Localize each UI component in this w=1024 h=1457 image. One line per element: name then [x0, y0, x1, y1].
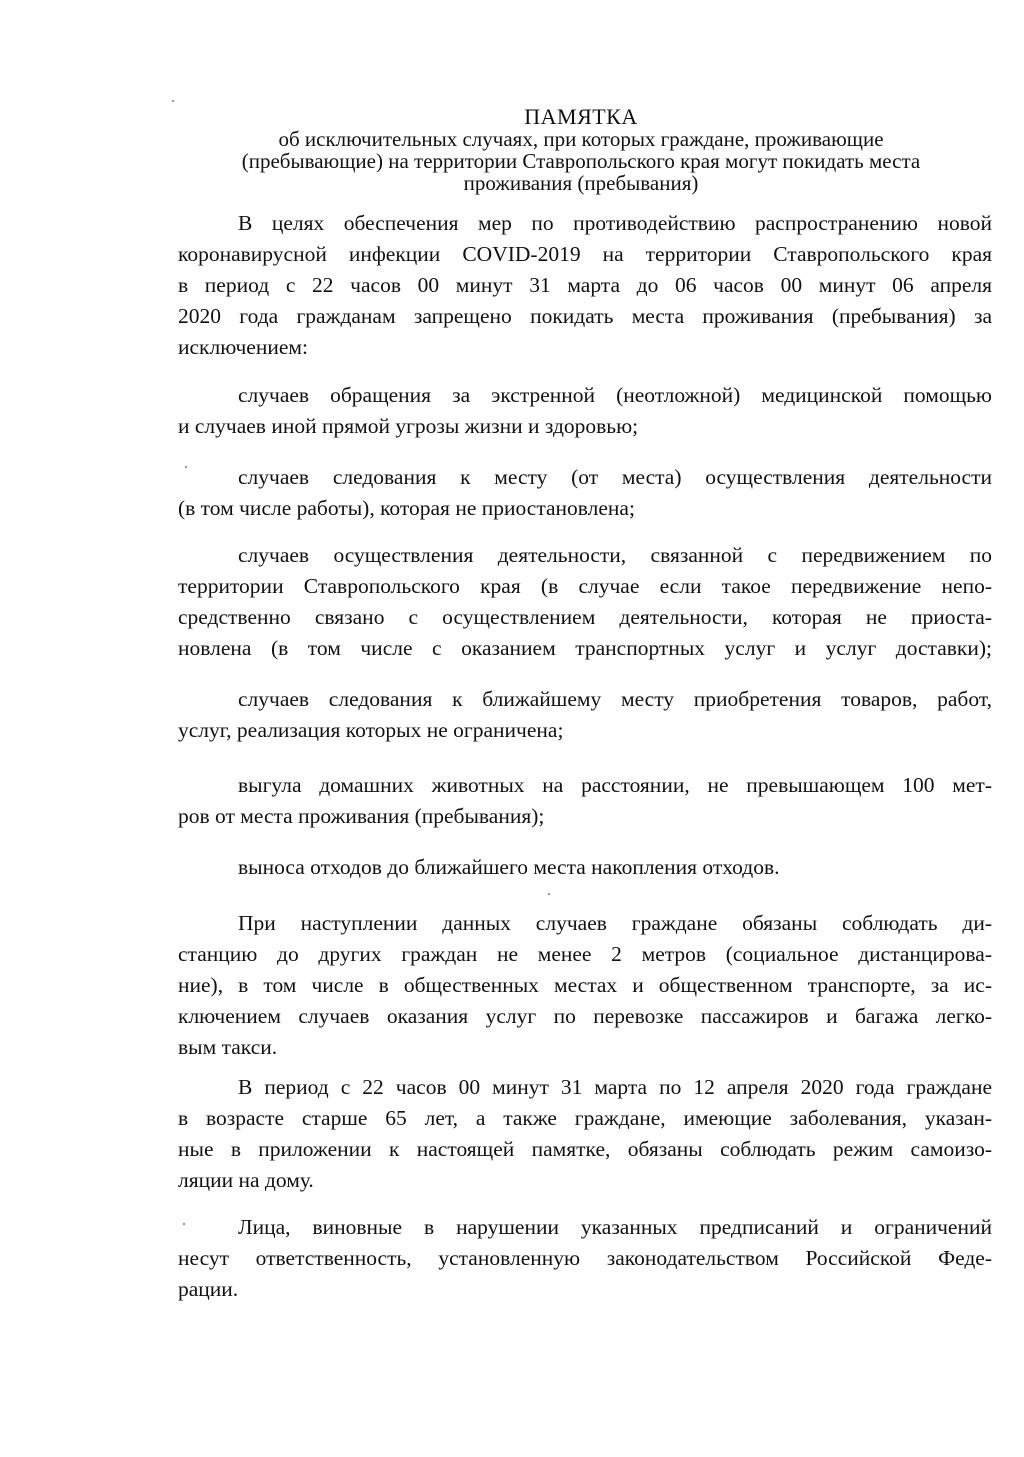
text-line: станцию до других граждан не менее 2 метров (социальное дистанцирова- [178, 942, 992, 966]
scan-speck [183, 1223, 185, 1225]
exception-item [178, 852, 992, 883]
exception-item [178, 380, 992, 442]
text-line: В период с 22 часов 00 минут 31 марта по 12 апреля 2020 года граждане [238, 1075, 992, 1099]
document-header [170, 106, 992, 194]
exception-item [178, 540, 992, 664]
text-line: В целях обеспечения мер по противодействию распространению новой [238, 211, 992, 235]
text-line: исключением: [178, 335, 308, 359]
text-line: в возрасте старше 65 лет, а также граждане, имеющие заболевания, указан- [178, 1106, 992, 1130]
text-line: ляции на дому. [178, 1168, 314, 1192]
document-subtitle-line: проживания (пребывания) [463, 171, 699, 195]
exception-item [178, 684, 992, 746]
text-line: новлена (в том числе с оказанием транспортных услуг и услуг доставки); [178, 636, 992, 660]
intro-paragraph [178, 208, 992, 363]
text-line: случаев следования к ближайшему месту приобретения товаров, работ, [238, 687, 992, 711]
text-line: выноса отходов до ближайшего места накопления отходов. [238, 855, 780, 879]
text-line: средственно связано с осуществлением деятельности, которая не приоста- [178, 605, 992, 629]
text-line: ключением случаев оказания услуг по перевозке пассажиров и багажа легко- [178, 1004, 992, 1028]
text-line: территории Ставропольского края (в случае если такое передвижение непо- [178, 574, 992, 598]
text-line: (в том числе работы), которая не приостановлена; [178, 496, 635, 520]
self-isolation-paragraph [178, 1072, 992, 1196]
text-line: услуг, реализация которых не ограничена; [178, 718, 564, 742]
text-line: коронавирусной инфекции COVID-2019 на территории Ставропольского края [178, 242, 992, 266]
text-line: При наступлении данных случаев граждане обязаны соблюдать ди- [238, 911, 992, 935]
text-line: ние), в том числе в общественных местах и общественном транспорте, за ис- [178, 973, 992, 997]
exception-item [178, 462, 992, 524]
text-line: и случаев иной прямой угрозы жизни и здоровью; [178, 414, 639, 438]
document-title: ПАМЯТКА [524, 104, 638, 129]
document-subtitle-line: об исключительных случаях, при которых граждане, проживающие [278, 127, 884, 151]
text-line: случаев следования к месту (от места) осуществления деятельности [238, 465, 992, 489]
text-line: несут ответственность, установленную законодательством Российской Феде- [178, 1246, 992, 1270]
scan-speck [548, 893, 550, 895]
scan-speck [172, 100, 174, 102]
text-line: выгула домашних животных на расстоянии, не превышающем 100 мет- [238, 773, 992, 797]
liability-paragraph [178, 1212, 992, 1305]
text-line: ров от места проживания (пребывания); [178, 804, 545, 828]
document-subtitle-line: (пребывающие) на территории Ставропольского края могут покидать места [241, 149, 921, 173]
text-line: Лица, виновные в нарушении указанных предписаний и ограничений [238, 1215, 992, 1239]
text-line: случаев обращения за экстренной (неотложной) медицинской помощью [238, 383, 992, 407]
text-line: 2020 года гражданам запрещено покидать места проживания (пребывания) за [178, 304, 992, 328]
distancing-paragraph [178, 908, 992, 1063]
text-line: случаев осуществления деятельности, связанной с передвижением по [238, 543, 992, 567]
text-line: вым такси. [178, 1035, 278, 1059]
scan-speck [185, 466, 187, 468]
text-line: рации. [178, 1277, 239, 1301]
text-line: ные в приложении к настоящей памятке, обязаны соблюдать режим самоизо- [178, 1137, 992, 1161]
exception-item [178, 770, 992, 832]
text-line: в период с 22 часов 00 минут 31 марта до 06 часов 00 минут 06 апреля [178, 273, 992, 297]
